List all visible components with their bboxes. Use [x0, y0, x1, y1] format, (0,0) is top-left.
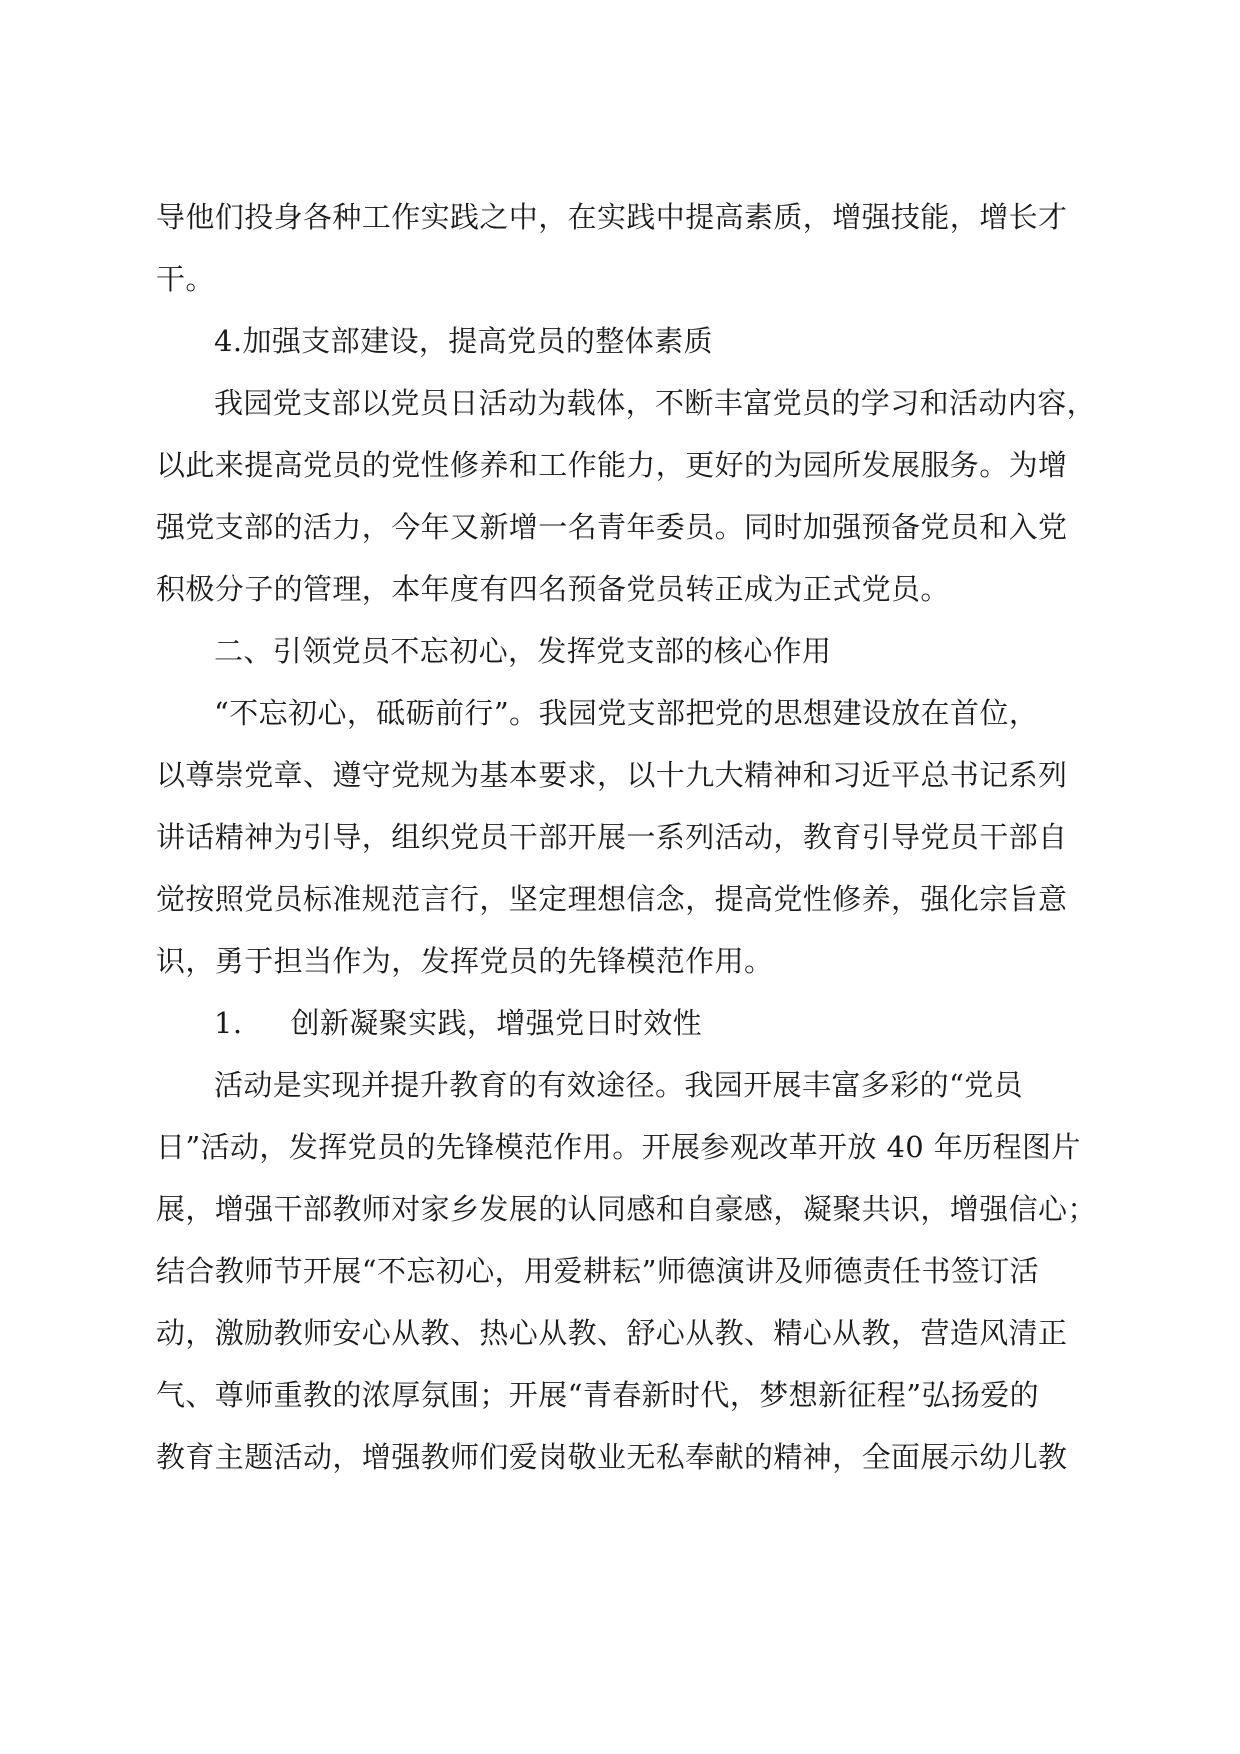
text-line: 日”活动，发挥党员的先锋模范作用。开展参观改革开放 40 年历程图片	[156, 1130, 1081, 1164]
text-line: 我园党支部以党员日活动为载体，不断丰富党员的学习和活动内容，	[214, 386, 1097, 420]
text-line: 导他们投身各种工作实践之中，在实践中提高素质，增强技能，增长才	[156, 200, 1068, 234]
section-heading: 4.加强支部建设，提高党员的整体素质	[214, 324, 713, 358]
subsection-heading	[156, 992, 1084, 1054]
text-line: 以此来提高党员的党性修养和工作能力，更好的为园所发展服务。为增	[156, 448, 1068, 482]
text-line: 活动是实现并提升教育的有效途径。我园开展丰富多彩的“党员	[214, 1068, 1024, 1102]
text-line: 展，增强干部教师对家乡发展的认同感和自豪感，凝聚共识，增强信心；	[156, 1192, 1097, 1226]
text-line: 气、尊师重教的浓厚氛围；开展“青春新时代，梦想新征程”弘扬爱的	[156, 1378, 1040, 1412]
text-line: 强党支部的活力，今年又新增一名青年委员。同时加强预备党员和入党	[156, 510, 1068, 544]
text-line: 以尊崇党章、遵守党规为基本要求，以十九大精神和习近平总书记系列	[156, 758, 1068, 792]
text-line: 教育主题活动，增强教师们爱岗敬业无私奉献的精神，全面展示幼儿教	[156, 1440, 1068, 1474]
section-heading: 二、引领党员不忘初心，发挥党支部的核心作用	[214, 634, 832, 668]
text-line: 讲话精神为引导，组织党员干部开展一系列活动，教育引导党员干部自	[156, 820, 1068, 854]
text-line: 干。	[156, 262, 215, 296]
text-line: “不忘初心，砥砺前行”。我园党支部把党的思想建设放在首位，	[214, 696, 1039, 730]
subsection-number: 1.	[214, 1006, 243, 1040]
document-body	[156, 186, 1097, 1488]
text-line: 觉按照党员标准规范言行，坚定理想信念，提高党性修养，强化宗旨意	[156, 882, 1068, 916]
text-line: 结合教师节开展“不忘初心，用爱耕耘”师德演讲及师德责任书签订活	[156, 1254, 1040, 1288]
subsection-title: 创新凝聚实践，增强党日时效性	[290, 1006, 703, 1040]
text-line: 积极分子的管理，本年度有四名预备党员转正成为正式党员。	[156, 572, 950, 606]
text-line: 动，激励教师安心从教、热心从教、舒心从教、精心从教，营造风清正	[156, 1316, 1068, 1350]
text-line: 识，勇于担当作为，发挥党员的先锋模范作用。	[156, 944, 774, 978]
